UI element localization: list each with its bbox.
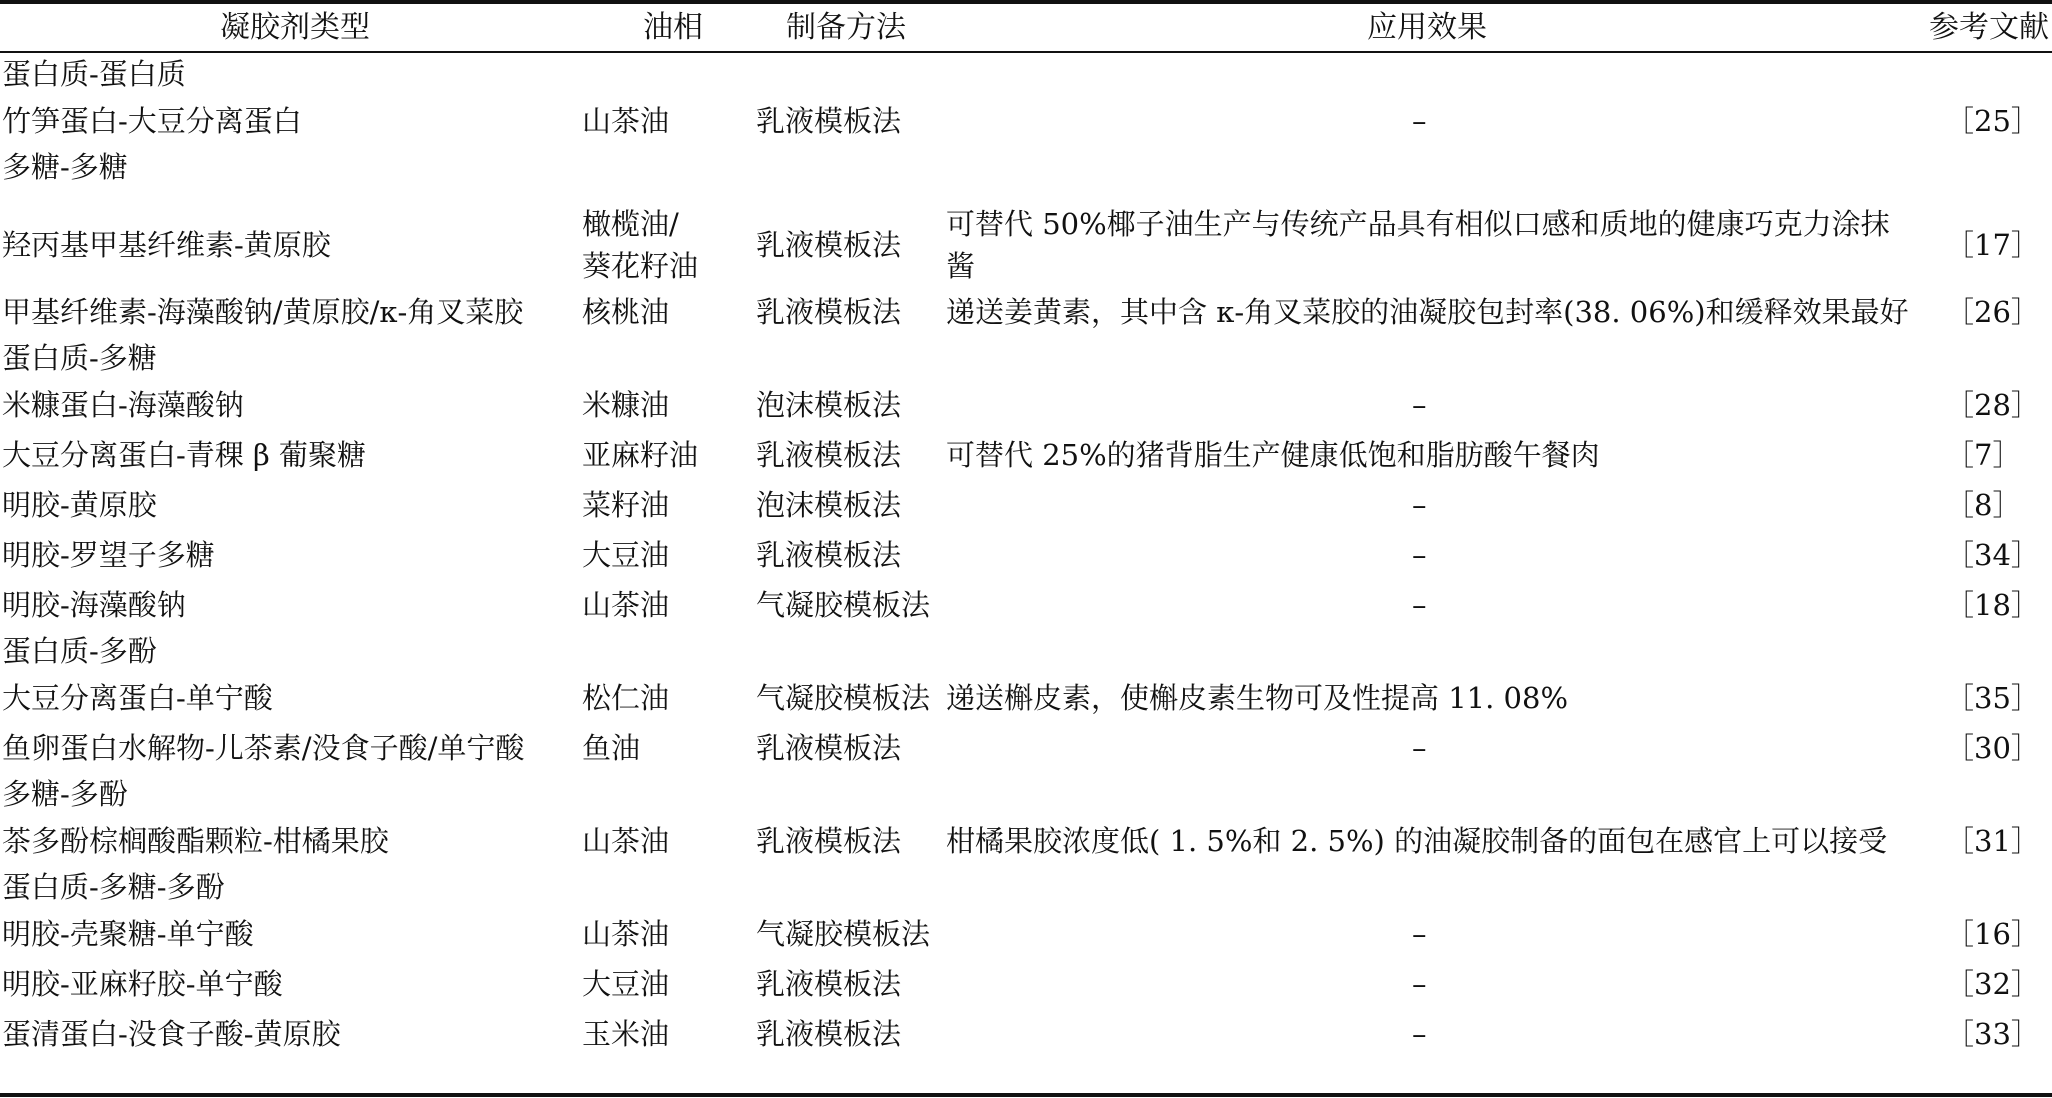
- header-gel-type: 凝胶剂类型: [220, 10, 370, 45]
- reference-cell: ［30］: [1945, 731, 2040, 765]
- group-label: 多糖-多酚: [2, 777, 128, 811]
- oil-phase-cell: 米糠油: [582, 388, 670, 422]
- group-row: [0, 337, 2052, 380]
- gel-type-cell: 茶多酚棕榈酸酯颗粒-柑橘果胶: [2, 824, 389, 858]
- oil-phase-cell: 核桃油: [582, 295, 670, 329]
- reference-cell: ［25］: [1945, 104, 2040, 138]
- method-cell: 乳液模板法: [756, 295, 902, 329]
- reference-cell: ［17］: [1945, 228, 2040, 262]
- gel-type-cell: 甲基纤维素-海藻酸钠/黄原胶/κ-角叉菜胶: [2, 295, 524, 329]
- group-label: 蛋白质-多糖-多酚: [2, 870, 225, 904]
- table-row: [0, 430, 2052, 480]
- reference-cell: ［28］: [1945, 388, 2040, 422]
- reference-cell: ［8］: [1945, 488, 2022, 522]
- method-cell: 乳液模板法: [756, 731, 902, 765]
- gel-type-cell: 明胶-亚麻籽胶-单宁酸: [2, 967, 283, 1001]
- effect-cell: 可替代 25%的猪背脂生产健康低饱和脂肪酸午餐肉: [946, 438, 1600, 472]
- gel-type-cell: 大豆分离蛋白-单宁酸: [2, 681, 273, 715]
- reference-cell: ［34］: [1945, 538, 2040, 572]
- table-row: [0, 723, 2052, 773]
- oil-phase-cell: 鱼油: [582, 731, 641, 765]
- gel-type-cell: 米糠蛋白-海藻酸钠: [2, 388, 244, 422]
- table-row: [0, 96, 2052, 146]
- group-row: [0, 630, 2052, 673]
- reference-cell: ［7］: [1945, 438, 2022, 472]
- oil-phase-cell: 亚麻籽油: [582, 438, 699, 472]
- effect-cell: –: [1412, 1017, 1427, 1051]
- method-cell: 乳液模板法: [756, 104, 902, 138]
- bottom-rule: [0, 1093, 2052, 1097]
- oil-phase-cell: 松仁油: [582, 681, 670, 715]
- header-oil-phase: 油相: [643, 10, 703, 45]
- gel-type-cell: 明胶-罗望子多糖: [2, 538, 215, 572]
- reference-cell: ［35］: [1945, 681, 2040, 715]
- reference-cell: ［26］: [1945, 295, 2040, 329]
- oil-phase-cell-line1: 橄榄油/: [582, 207, 679, 241]
- table-row: [0, 480, 2052, 530]
- effect-cell: –: [1412, 731, 1427, 765]
- oil-phase-cell: 山茶油: [582, 588, 670, 622]
- reference-cell: ［18］: [1945, 588, 2040, 622]
- table-row: [0, 203, 2052, 287]
- gel-type-cell: 明胶-黄原胶: [2, 488, 157, 522]
- oil-phase-cell: 大豆油: [582, 967, 670, 1001]
- reference-cell: ［33］: [1945, 1017, 2040, 1051]
- group-row: [0, 146, 2052, 189]
- reference-cell: ［32］: [1945, 967, 2040, 1001]
- effect-cell: –: [1412, 388, 1427, 422]
- gel-type-cell: 大豆分离蛋白-青稞 β 葡聚糖: [2, 438, 367, 472]
- table-row: [0, 673, 2052, 723]
- group-label: 蛋白质-多糖: [2, 341, 157, 375]
- method-cell: 泡沫模板法: [756, 488, 902, 522]
- oil-phase-cell: 玉米油: [582, 1017, 670, 1051]
- effect-cell-line1: 可替代 50%椰子油生产与传统产品具有相似口感和质地的健康巧克力涂抹: [946, 207, 1890, 241]
- reference-cell: ［31］: [1945, 824, 2040, 858]
- table-body: [0, 53, 2052, 1093]
- group-label: 多糖-多糖: [2, 150, 128, 184]
- effect-cell: –: [1412, 104, 1427, 138]
- group-row: [0, 866, 2052, 909]
- gel-type-cell: 明胶-壳聚糖-单宁酸: [2, 917, 254, 951]
- effect-cell: –: [1412, 488, 1427, 522]
- group-label: 蛋白质-多酚: [2, 634, 157, 668]
- group-row: [0, 773, 2052, 816]
- table-row: [0, 909, 2052, 959]
- method-cell: 乳液模板法: [756, 538, 902, 572]
- method-cell: 乳液模板法: [756, 967, 902, 1001]
- effect-cell: –: [1412, 588, 1427, 622]
- oil-phase-cell: 菜籽油: [582, 488, 670, 522]
- table-row: [0, 959, 2052, 1009]
- effect-cell-line2: 酱: [946, 249, 976, 283]
- method-cell: 乳液模板法: [756, 228, 902, 262]
- table-row: [0, 816, 2052, 866]
- gel-type-cell: 蛋清蛋白-没食子酸-黄原胶: [2, 1017, 341, 1051]
- gel-type-cell: 羟丙基甲基纤维素-黄原胶: [2, 228, 331, 262]
- effect-cell: 递送姜黄素，其中含 κ-角叉菜胶的油凝胶包封率(38. 06%)和缓释效果最好: [946, 295, 1909, 329]
- table-row: [0, 580, 2052, 630]
- table-row: [0, 380, 2052, 430]
- method-cell: 气凝胶模板法: [756, 917, 931, 951]
- table-header: [0, 4, 2052, 51]
- group-label: 蛋白质-蛋白质: [2, 57, 186, 91]
- method-cell: 气凝胶模板法: [756, 681, 931, 715]
- reference-cell: ［16］: [1945, 917, 2040, 951]
- method-cell: 气凝胶模板法: [756, 588, 931, 622]
- gel-type-cell: 竹笋蛋白-大豆分离蛋白: [2, 104, 302, 138]
- group-row: [0, 53, 2052, 96]
- oil-phase-cell: 山茶油: [582, 104, 670, 138]
- effect-cell: –: [1412, 967, 1427, 1001]
- oil-phase-cell: 山茶油: [582, 824, 670, 858]
- table-row: [0, 287, 2052, 337]
- oil-phase-cell-line2: 葵花籽油: [582, 249, 699, 283]
- header-method: 制备方法: [786, 10, 906, 45]
- table-row: [0, 530, 2052, 580]
- oil-phase-cell: 山茶油: [582, 917, 670, 951]
- effect-cell: 递送槲皮素，使槲皮素生物可及性提高 11. 08%: [946, 681, 1569, 715]
- gel-type-cell: 鱼卵蛋白水解物-儿茶素/没食子酸/单宁酸: [2, 731, 525, 765]
- method-cell: 泡沫模板法: [756, 388, 902, 422]
- effect-cell: 柑橘果胶浓度低( 1. 5%和 2. 5%) 的油凝胶制备的面包在感官上可以接受: [946, 824, 1888, 858]
- effect-cell: –: [1412, 917, 1427, 951]
- effect-cell: –: [1412, 538, 1427, 572]
- method-cell: 乳液模板法: [756, 438, 902, 472]
- oil-phase-cell: 大豆油: [582, 538, 670, 572]
- table-row: [0, 1009, 2052, 1059]
- gel-type-cell: 明胶-海藻酸钠: [2, 588, 186, 622]
- header-reference: 参考文献: [1929, 10, 2049, 45]
- method-cell: 乳液模板法: [756, 824, 902, 858]
- header-effect: 应用效果: [1367, 10, 1487, 45]
- method-cell: 乳液模板法: [756, 1017, 902, 1051]
